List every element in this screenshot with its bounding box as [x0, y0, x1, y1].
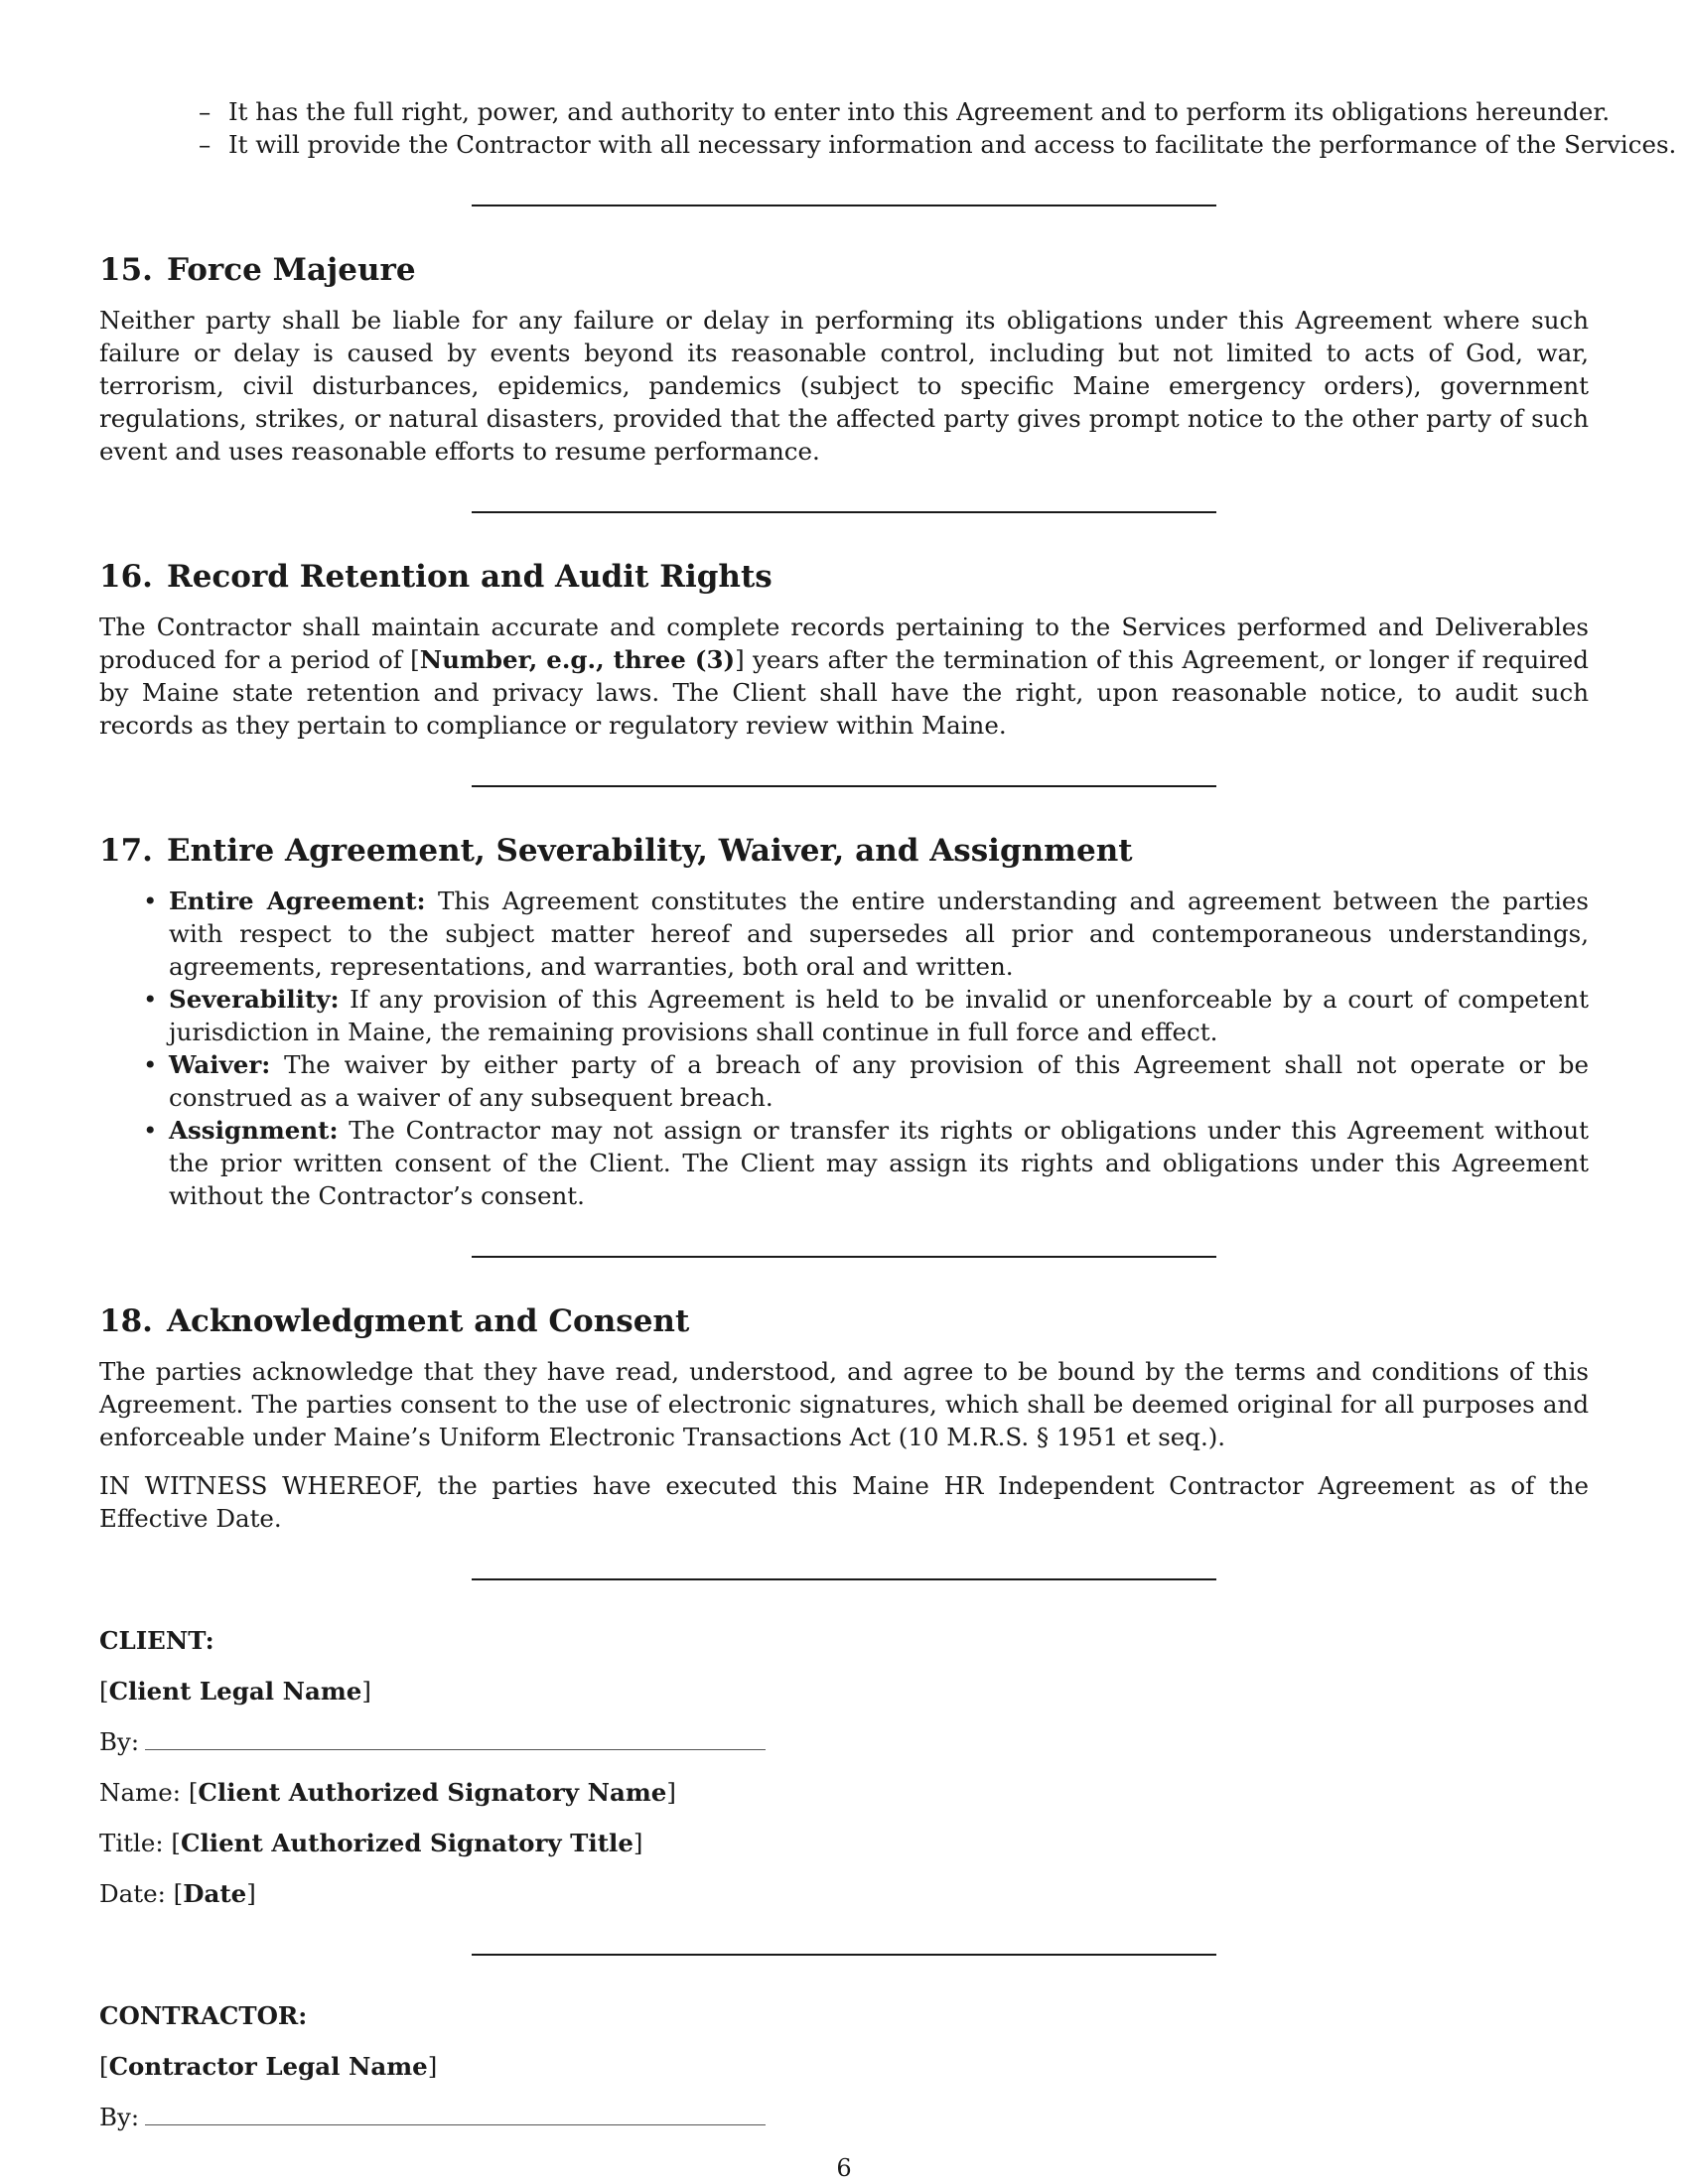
contractor-signature-block — [99, 1999, 1589, 2133]
client-heading: CLIENT: — [99, 1626, 214, 1655]
contractor-heading: CONTRACTOR: — [99, 2001, 308, 2030]
client-signature-field[interactable] — [145, 1727, 766, 1750]
section-divider — [472, 1256, 1216, 1258]
section-15-body: Neither party shall be liable for any failure or delay in performing its obligations under this Agreement where such failure or delay is caused by events beyond its reasonable control, including but not limited to acts of God, war, terrorism, civil disturbances, epidemics, pandemics (subject to specific Maine emergency orders), government regulations, strikes, or natural disasters, provided that the affected party gives prompt notice to the other party of such event and uses reasonable efforts to resume performance. — [99, 306, 1589, 466]
contractor-by-line: By: — [99, 2101, 1589, 2133]
list-item: • Waiver: The waiver by either party of a breach of any provision of this Agreement shall not operate or be construed as a waiver of any subsequent breach. — [169, 1048, 1589, 1114]
section-17-heading: 17. Entire Agreement, Severability, Waiver, and Assignment — [99, 833, 1133, 869]
list-item: • Severability: If any provision of this Agreement is held to be invalid or unenforceable by a court of competent jurisdiction in Maine, the remaining provisions shall continue in full force and effect. — [169, 983, 1589, 1048]
client-signature-block — [99, 1624, 1589, 1910]
client-date-line: Date: [Date] — [99, 1879, 256, 1908]
list-item: • Entire Agreement: This Agreement constitutes the entire understanding and agreement between the parties with respect to the subject matter hereof and supersedes all prior and contemporaneous understandings, agreements, representations, and warranties, both oral and written. — [169, 885, 1589, 983]
list-item: • Assignment: The Contractor may not assign or transfer its rights or obligations under this Agreement without the prior written consent of the Client. The Client may assign its rights and obligations under this Agreement without the Contractor’s consent. — [169, 1114, 1589, 1212]
client-name-line: Name: [Client Authorized Signatory Name] — [99, 1778, 676, 1807]
client-title-line: Title: [Client Authorized Signatory Title] — [99, 1829, 643, 1857]
section-18-body: The parties acknowledge that they have read, understood, and agree to be bound by the terms and conditions of this Agreement. The parties consent to the use of electronic signatures, which shall be deemed original for all purposes and enforceable under Maine’s Uniform Electronic Transactions Act (10 M.R.S. § 1951 et seq.). — [99, 1357, 1589, 1451]
section-divider — [472, 785, 1216, 787]
client-legal-name: [Client Legal Name] — [99, 1677, 371, 1706]
section-divider — [472, 511, 1216, 513]
section-divider — [472, 1954, 1216, 1956]
contractor-legal-name: [Contractor Legal Name] — [99, 2052, 438, 2081]
document-page — [99, 95, 1677, 2151]
section-16-body: The Contractor shall maintain accurate and complete records pertaining to the Services performed and Deliverables produced for a period of [Number, e.g., three (3)] years after the termination of this Agreement, or longer if required by Maine state retention and privacy laws. The Client shall have the right, upon reasonable notice, to audit such records as they pertain to compliance or regulatory review within Maine. — [99, 613, 1589, 740]
page-number: 6 — [836, 2154, 852, 2182]
representations-list — [99, 95, 1677, 161]
representation-item: – It will provide the Contractor with all necessary information and access to facilitate the performance of the Services. — [199, 128, 1589, 161]
section-divider — [472, 1578, 1216, 1580]
section-17-list — [99, 885, 1589, 1212]
section-18-heading: 18. Acknowledgment and Consent — [99, 1303, 690, 1339]
representation-item: – It has the full right, power, and authority to enter into this Agreement and to perform its obligations hereunder. — [199, 95, 1589, 128]
section-16-heading: 16. Record Retention and Audit Rights — [99, 559, 773, 595]
witness-clause: IN WITNESS WHEREOF, the parties have executed this Maine HR Independent Contractor Agreement as of the Effective Date. — [99, 1471, 1589, 1533]
section-15-heading: 15. Force Majeure — [99, 252, 416, 288]
client-by-line: By: — [99, 1725, 1589, 1758]
contractor-signature-field[interactable] — [145, 2103, 766, 2125]
section-divider — [472, 205, 1216, 206]
